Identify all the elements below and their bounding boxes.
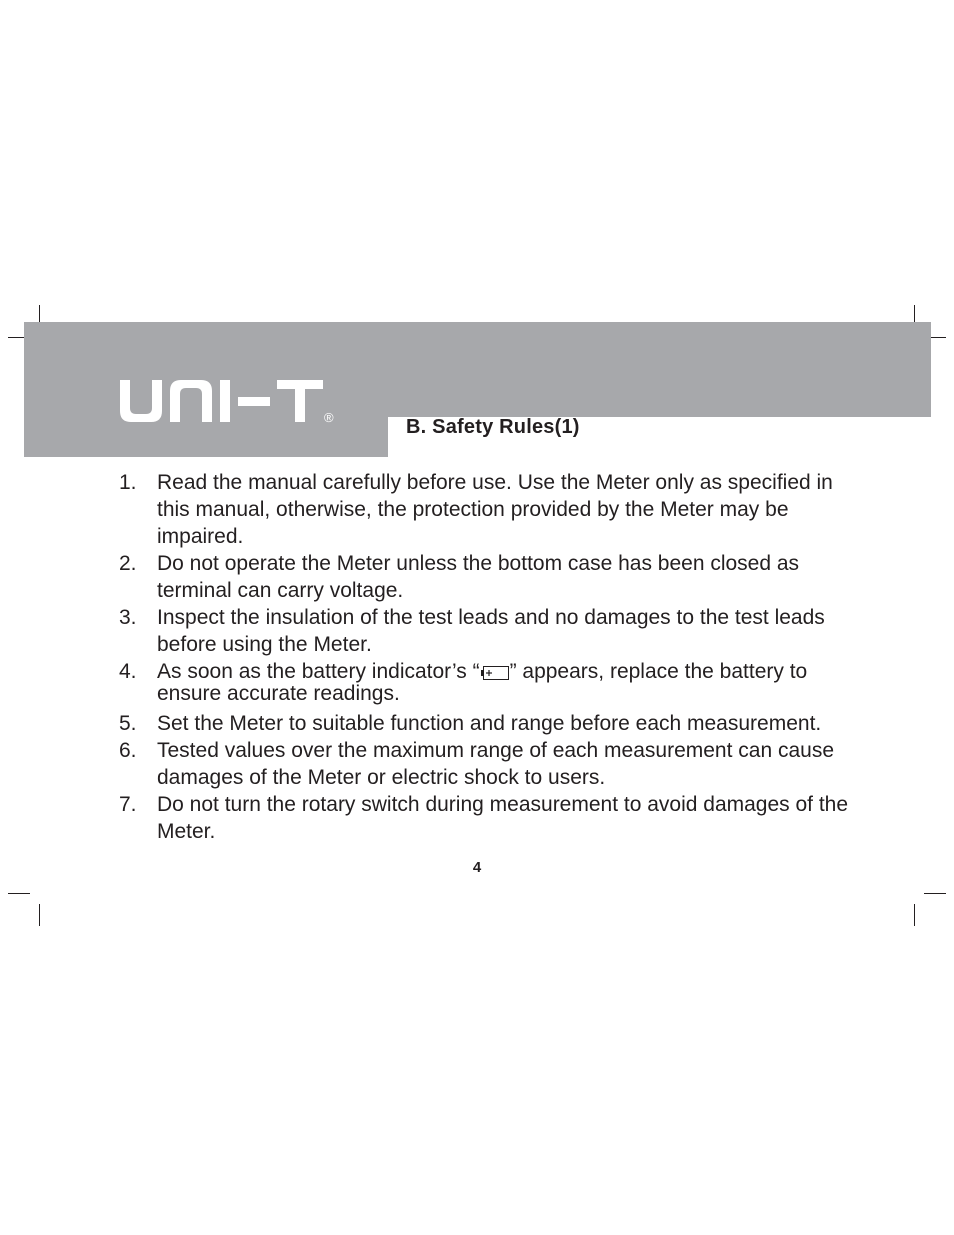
list-item (119, 604, 859, 658)
list-item-text: Tested values over the maximum range of each measurement can cause damages of the Meter or electric shock to users. (157, 739, 835, 789)
crop-mark (914, 904, 915, 926)
safety-rules-list (119, 469, 859, 845)
list-item-text-after: ” appears, replace the battery to ensure accurate readings. (157, 660, 808, 705)
battery-icon (481, 663, 509, 677)
crop-mark (924, 893, 946, 894)
list-item-number: 5. (119, 712, 137, 735)
uni-t-logo (118, 378, 340, 424)
list-item (119, 550, 859, 604)
header-banner (388, 322, 931, 417)
list-item (119, 661, 859, 705)
list-item-text: Read the manual carefully before use. Use the Meter only as specified in this manual, otherwise, the protection provided by the Meter may be impaired. (157, 471, 833, 548)
list-item-text: Do not turn the rotary switch during measurement to avoid damages of the Meter. (157, 793, 849, 843)
crop-mark (8, 893, 30, 894)
registered-mark: ® (324, 410, 334, 424)
list-item-number: 4. (119, 660, 137, 683)
list-item-text: Inspect the insulation of the test leads and no damages to the test leads before using the Meter. (157, 606, 825, 656)
list-item-number: 6. (119, 739, 137, 762)
list-item (119, 737, 859, 791)
list-item-text: Set the Meter to suitable function and range before each measurement. (157, 712, 822, 735)
list-item-number: 3. (119, 606, 137, 629)
list-item-number: 1. (119, 471, 137, 494)
crop-mark (39, 904, 40, 926)
section-title: B. Safety Rules(1) (406, 416, 580, 438)
list-item-text-before: As soon as the battery indicator’s “ (157, 660, 480, 683)
page-number: 4 (472, 859, 482, 876)
list-item (119, 469, 859, 550)
list-item (119, 791, 859, 845)
list-item-number: 2. (119, 552, 137, 575)
list-item-text: Do not operate the Meter unless the bottom case has been closed as terminal can carry voltage. (157, 552, 800, 602)
list-item (119, 710, 859, 737)
list-item-number: 7. (119, 793, 137, 816)
